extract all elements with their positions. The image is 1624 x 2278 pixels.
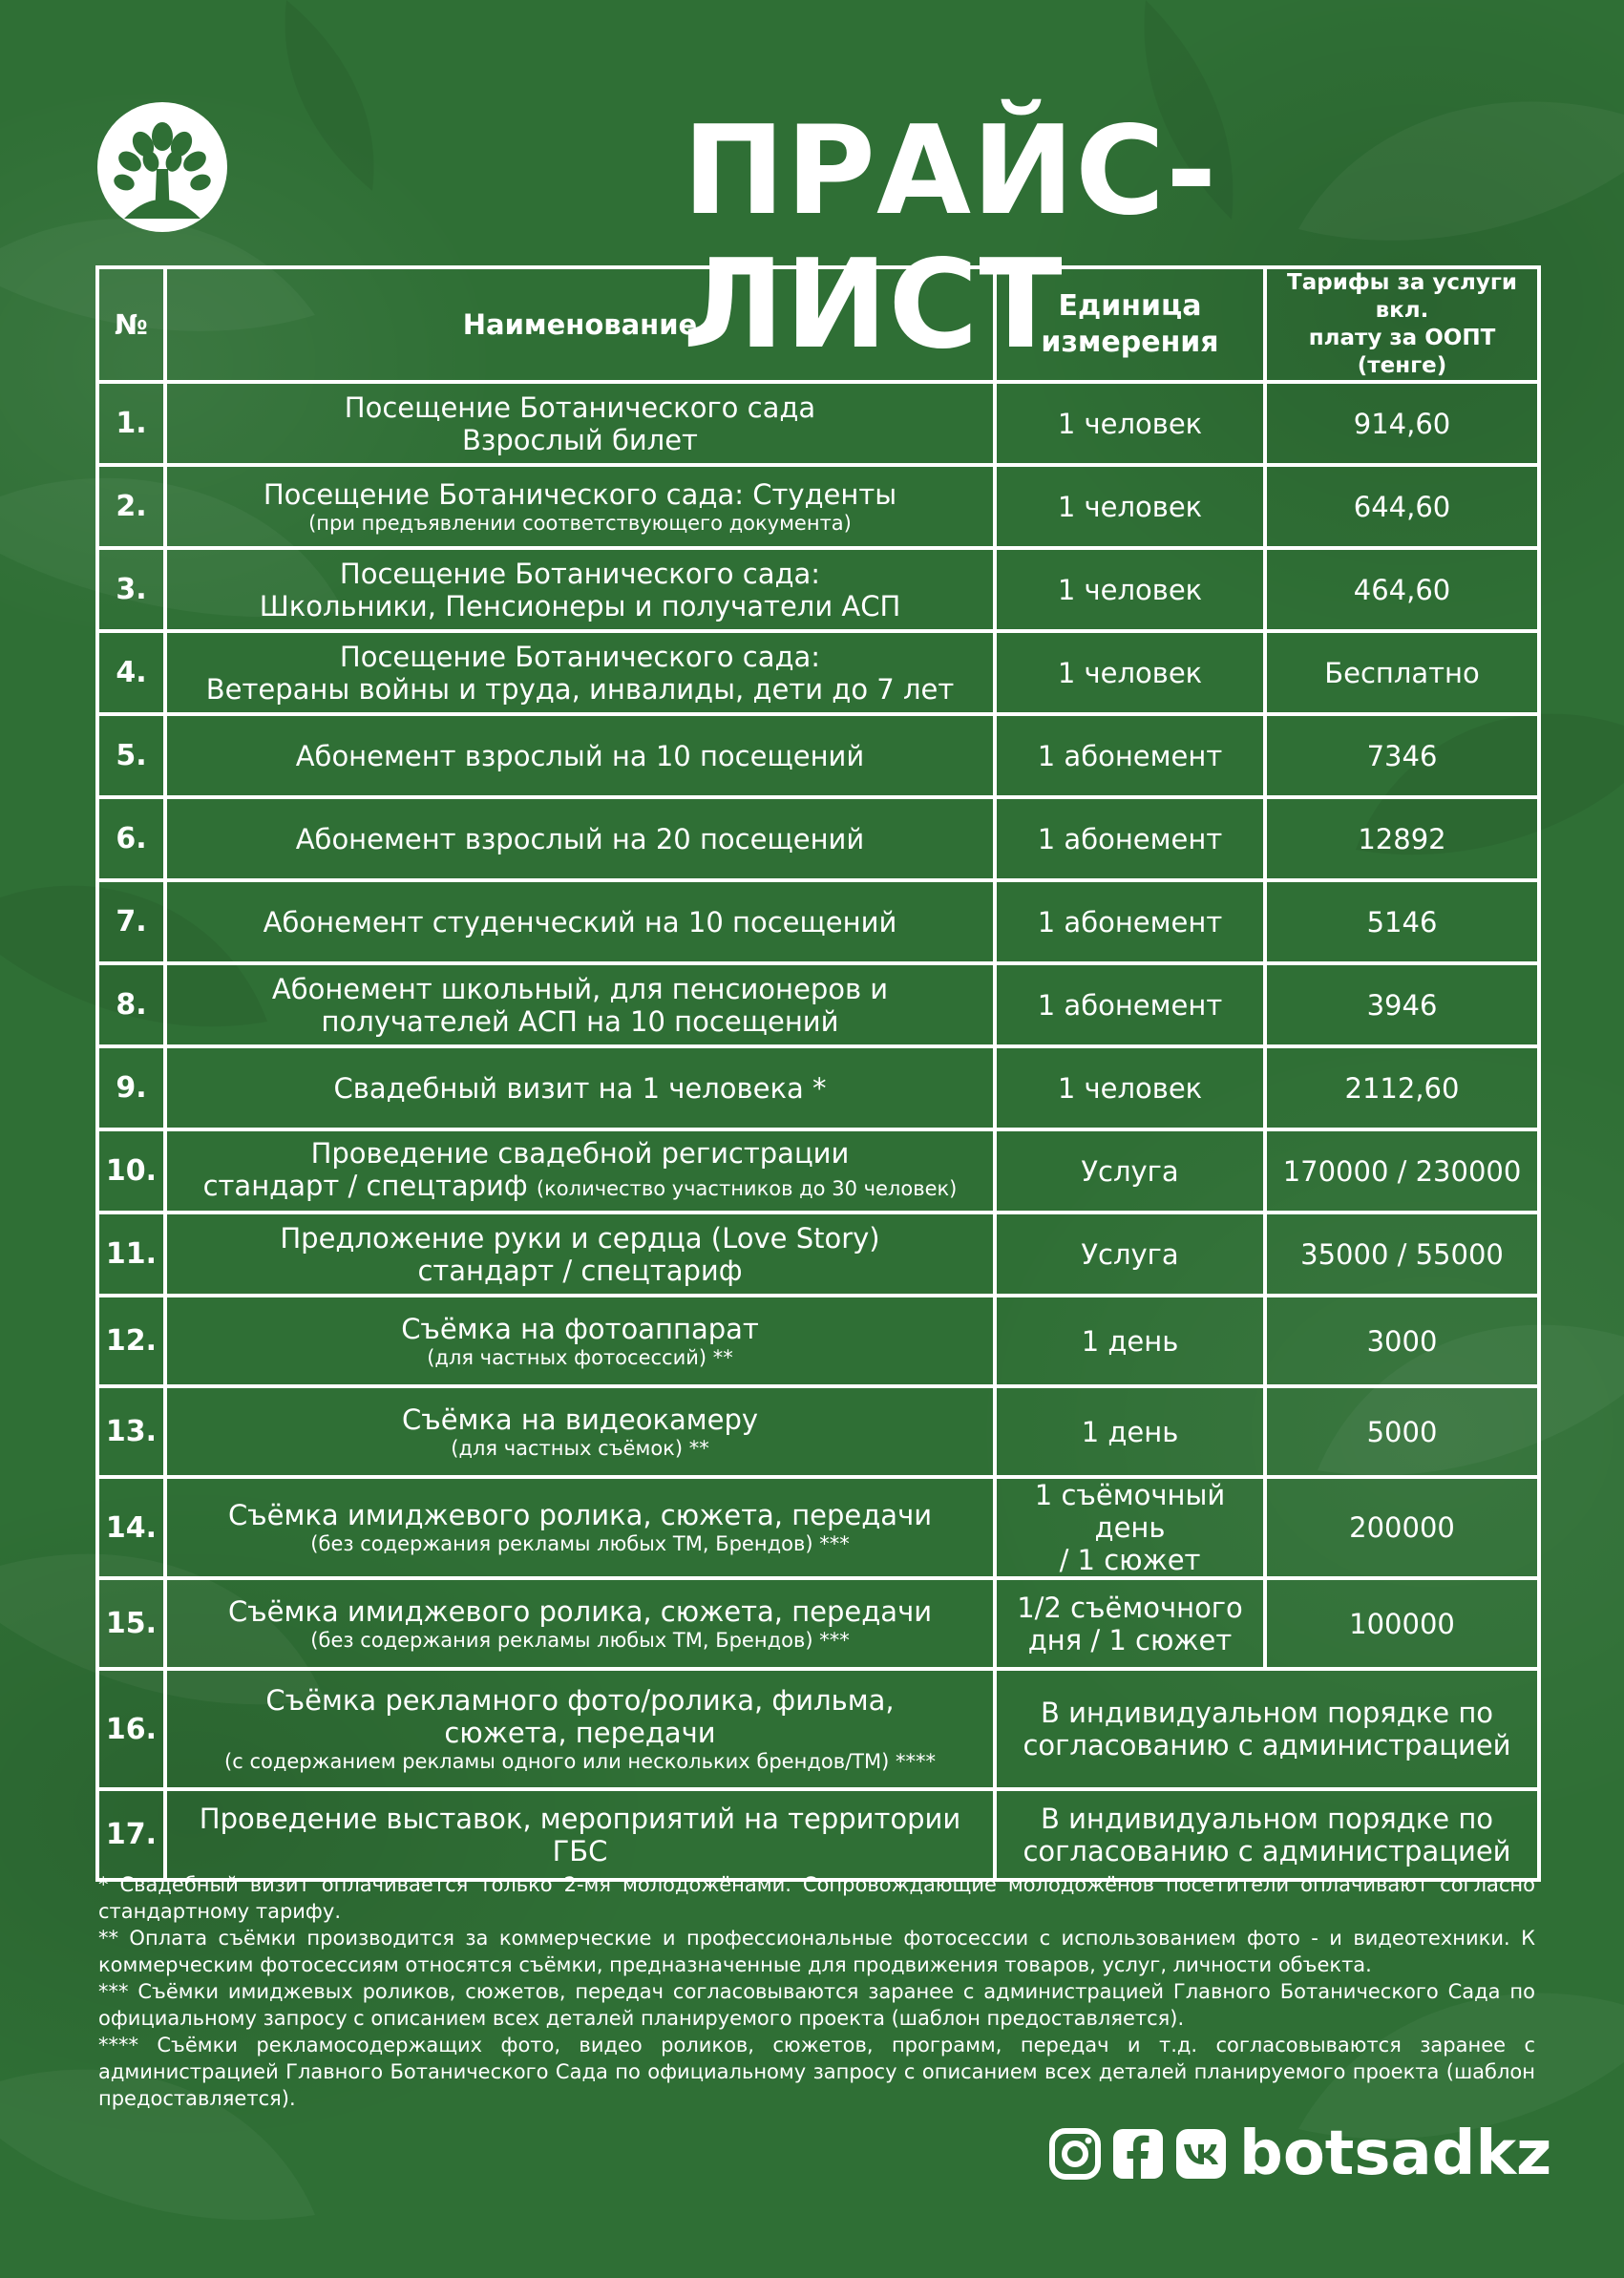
price-cell: 35000 / 55000 <box>1265 1213 1539 1296</box>
row-number: 11. <box>97 1213 165 1296</box>
service-name: Проведение выставок, мероприятий на территории ГБС <box>165 1789 995 1880</box>
table-row <box>97 1477 1539 1578</box>
row-number: 13. <box>97 1386 165 1477</box>
table-row <box>97 963 1539 1046</box>
row-number: 15. <box>97 1578 165 1669</box>
individual-terms-cell: В индивидуальном порядке по согласованию с администрацией <box>995 1789 1539 1880</box>
unit-cell: 1 абонемент <box>995 797 1265 880</box>
price-cell: 5146 <box>1265 880 1539 963</box>
table-row <box>97 1046 1539 1129</box>
row-number: 2. <box>97 465 165 548</box>
column-header-name: Наименование <box>165 267 995 382</box>
service-name: Абонемент взрослый на 20 посещений <box>165 797 995 880</box>
row-number: 12. <box>97 1296 165 1386</box>
price-cell: 3946 <box>1265 963 1539 1046</box>
price-table <box>95 265 1541 1882</box>
unit-cell: 1 абонемент <box>995 963 1265 1046</box>
unit-cell: 1 человек <box>995 548 1265 631</box>
table-row <box>97 465 1539 548</box>
price-cell: 200000 <box>1265 1477 1539 1578</box>
unit-cell: 1 человек <box>995 1046 1265 1129</box>
row-number: 4. <box>97 631 165 714</box>
price-cell: 464,60 <box>1265 548 1539 631</box>
service-name: Посещение Ботанического сада: Ветераны войны и труда, инвалиды, дети до 7 лет <box>165 631 995 714</box>
unit-cell: Услуга <box>995 1213 1265 1296</box>
table-row <box>97 631 1539 714</box>
column-header-tariff: Тарифы за услуги вкл. плату за ООПТ (тенге) <box>1265 267 1539 382</box>
row-number: 17. <box>97 1789 165 1880</box>
price-cell: 5000 <box>1265 1386 1539 1477</box>
service-name: Предложение руки и сердца (Love Story) стандарт / спецтариф <box>165 1213 995 1296</box>
table-row <box>97 1386 1539 1477</box>
unit-cell: 1 абонемент <box>995 880 1265 963</box>
row-number: 14. <box>97 1477 165 1578</box>
row-number: 6. <box>97 797 165 880</box>
table-row <box>97 1213 1539 1296</box>
page-title: ПРАЙС-ЛИСТ <box>683 100 1218 376</box>
service-name: Съёмка на фотоаппарат (для частных фотосессий) ** <box>165 1296 995 1386</box>
row-number: 1. <box>97 382 165 465</box>
service-note: (с содержанием рекламы одного или нескольких брендов/ТМ) **** <box>224 1750 936 1773</box>
footnote: *** Съёмки имиджевых роликов, сюжетов, передач согласовываются заранее с администрацией Главного Ботанического Сада по официальному запросу с описанием всех деталей планируемого проекта (шаблон предоставляется). <box>98 1980 1535 2030</box>
table-row <box>97 1296 1539 1386</box>
price-cell: 644,60 <box>1265 465 1539 548</box>
service-name: Съёмка рекламного фото/ролика, фильма, сюжета, передачи (с содержанием рекламы одного или нескольких брендов/ТМ) **** <box>165 1669 995 1789</box>
service-note: (для частных фотосессий) ** <box>427 1345 733 1369</box>
column-header-num: № <box>97 267 165 382</box>
service-name: Проведение свадебной регистрации стандарт / спецтариф (количество участников до 30 человек) <box>165 1129 995 1213</box>
service-note: (при предъявлении соответствующего документа) <box>308 511 852 535</box>
service-name: Посещение Ботанического сада: Школьники, Пенсионеры и получатели АСП <box>165 548 995 631</box>
footnote: * Свадебный визит оплачивается только 2-мя молодожёнами. Сопровождающие молодожёнов посетители оплачивают согласно стандартному тарифу. <box>98 1873 1535 1923</box>
service-name: Съёмка имиджевого ролика, сюжета, передачи (без содержания рекламы любых ТМ, Брендов) *** <box>165 1578 995 1669</box>
price-cell: 3000 <box>1265 1296 1539 1386</box>
service-name: Абонемент взрослый на 10 посещений <box>165 714 995 797</box>
row-number: 10. <box>97 1129 165 1213</box>
service-name: Абонемент студенческий на 10 посещений <box>165 880 995 963</box>
unit-cell: 1 день <box>995 1296 1265 1386</box>
unit-cell: 1 съёмочный день / 1 сюжет <box>995 1477 1265 1578</box>
unit-cell: 1 человек <box>995 631 1265 714</box>
price-cell: 2112,60 <box>1265 1046 1539 1129</box>
price-cell: 100000 <box>1265 1578 1539 1669</box>
service-name: Посещение Ботанического сада: Студенты (при предъявлении соответствующего документа) <box>165 465 995 548</box>
service-note: (для частных съёмок) ** <box>451 1436 709 1460</box>
unit-cell: Услуга <box>995 1129 1265 1213</box>
service-name: Абонемент школьный, для пенсионеров и получателей АСП на 10 посещений <box>165 963 995 1046</box>
service-name: Посещение Ботанического сада Взрослый билет <box>165 382 995 465</box>
unit-cell: 1 человек <box>995 465 1265 548</box>
tree-logo-icon <box>95 100 229 234</box>
table-row <box>97 880 1539 963</box>
row-number: 5. <box>97 714 165 797</box>
price-cell: 12892 <box>1265 797 1539 880</box>
row-number: 7. <box>97 880 165 963</box>
unit-cell: 1/2 съёмочного дня / 1 сюжет <box>995 1578 1265 1669</box>
individual-terms-cell: В индивидуальном порядке по согласованию с администрацией <box>995 1669 1539 1789</box>
price-cell: 170000 / 230000 <box>1265 1129 1539 1213</box>
table-row <box>97 1129 1539 1213</box>
row-number: 3. <box>97 548 165 631</box>
table-row <box>97 797 1539 880</box>
facebook-icon[interactable] <box>1111 2127 1165 2181</box>
column-header-unit: Единица измерения <box>995 267 1265 382</box>
table-row <box>97 1578 1539 1669</box>
price-cell: Бесплатно <box>1265 631 1539 714</box>
row-number: 16. <box>97 1669 165 1789</box>
table-row <box>97 1789 1539 1880</box>
table-header-row <box>97 267 1539 382</box>
table-row <box>97 714 1539 797</box>
price-cell: 7346 <box>1265 714 1539 797</box>
row-number: 8. <box>97 963 165 1046</box>
service-note: (без содержания рекламы любых ТМ, Брендов) *** <box>310 1532 850 1555</box>
unit-cell: 1 абонемент <box>995 714 1265 797</box>
footnote: **** Съёмки рекламосодержащих фото, видео роликов, сюжетов, программ, передач и т.д. согласовываются заранее с администрацией Главного Ботанического Сада по официальному запросу с описанием всех деталей планируемого проекта (шаблон предоставляется). <box>98 2034 1535 2110</box>
instagram-icon[interactable] <box>1048 2127 1102 2181</box>
unit-cell: 1 человек <box>995 382 1265 465</box>
service-name: Съёмка на видеокамеру (для частных съёмок) ** <box>165 1386 995 1477</box>
unit-cell: 1 день <box>995 1386 1265 1477</box>
service-note: (количество участников до 30 человек) <box>536 1177 958 1200</box>
social-links <box>1048 2118 1552 2194</box>
service-note: (без содержания рекламы любых ТМ, Брендов) *** <box>310 1628 850 1652</box>
service-name: Свадебный визит на 1 человека * <box>165 1046 995 1129</box>
service-name: Съёмка имиджевого ролика, сюжета, передачи (без содержания рекламы любых ТМ, Брендов) *** <box>165 1477 995 1578</box>
vk-icon[interactable] <box>1174 2127 1228 2181</box>
footnotes <box>98 1871 1535 2112</box>
footnote: ** Оплата съёмки производится за коммерческие и профессиональные фотосессии с использованием фото - и видеотехники. К коммерческим фотосессиям относятся съёмки, предназначенные для продвижения товаров, услуг, личности объекта. <box>98 1927 1535 1976</box>
table-row <box>97 1669 1539 1789</box>
table-row <box>97 382 1539 465</box>
social-handle[interactable]: botsadkz <box>1239 2119 1552 2189</box>
price-cell: 914,60 <box>1265 382 1539 465</box>
row-number: 9. <box>97 1046 165 1129</box>
table-row <box>97 548 1539 631</box>
